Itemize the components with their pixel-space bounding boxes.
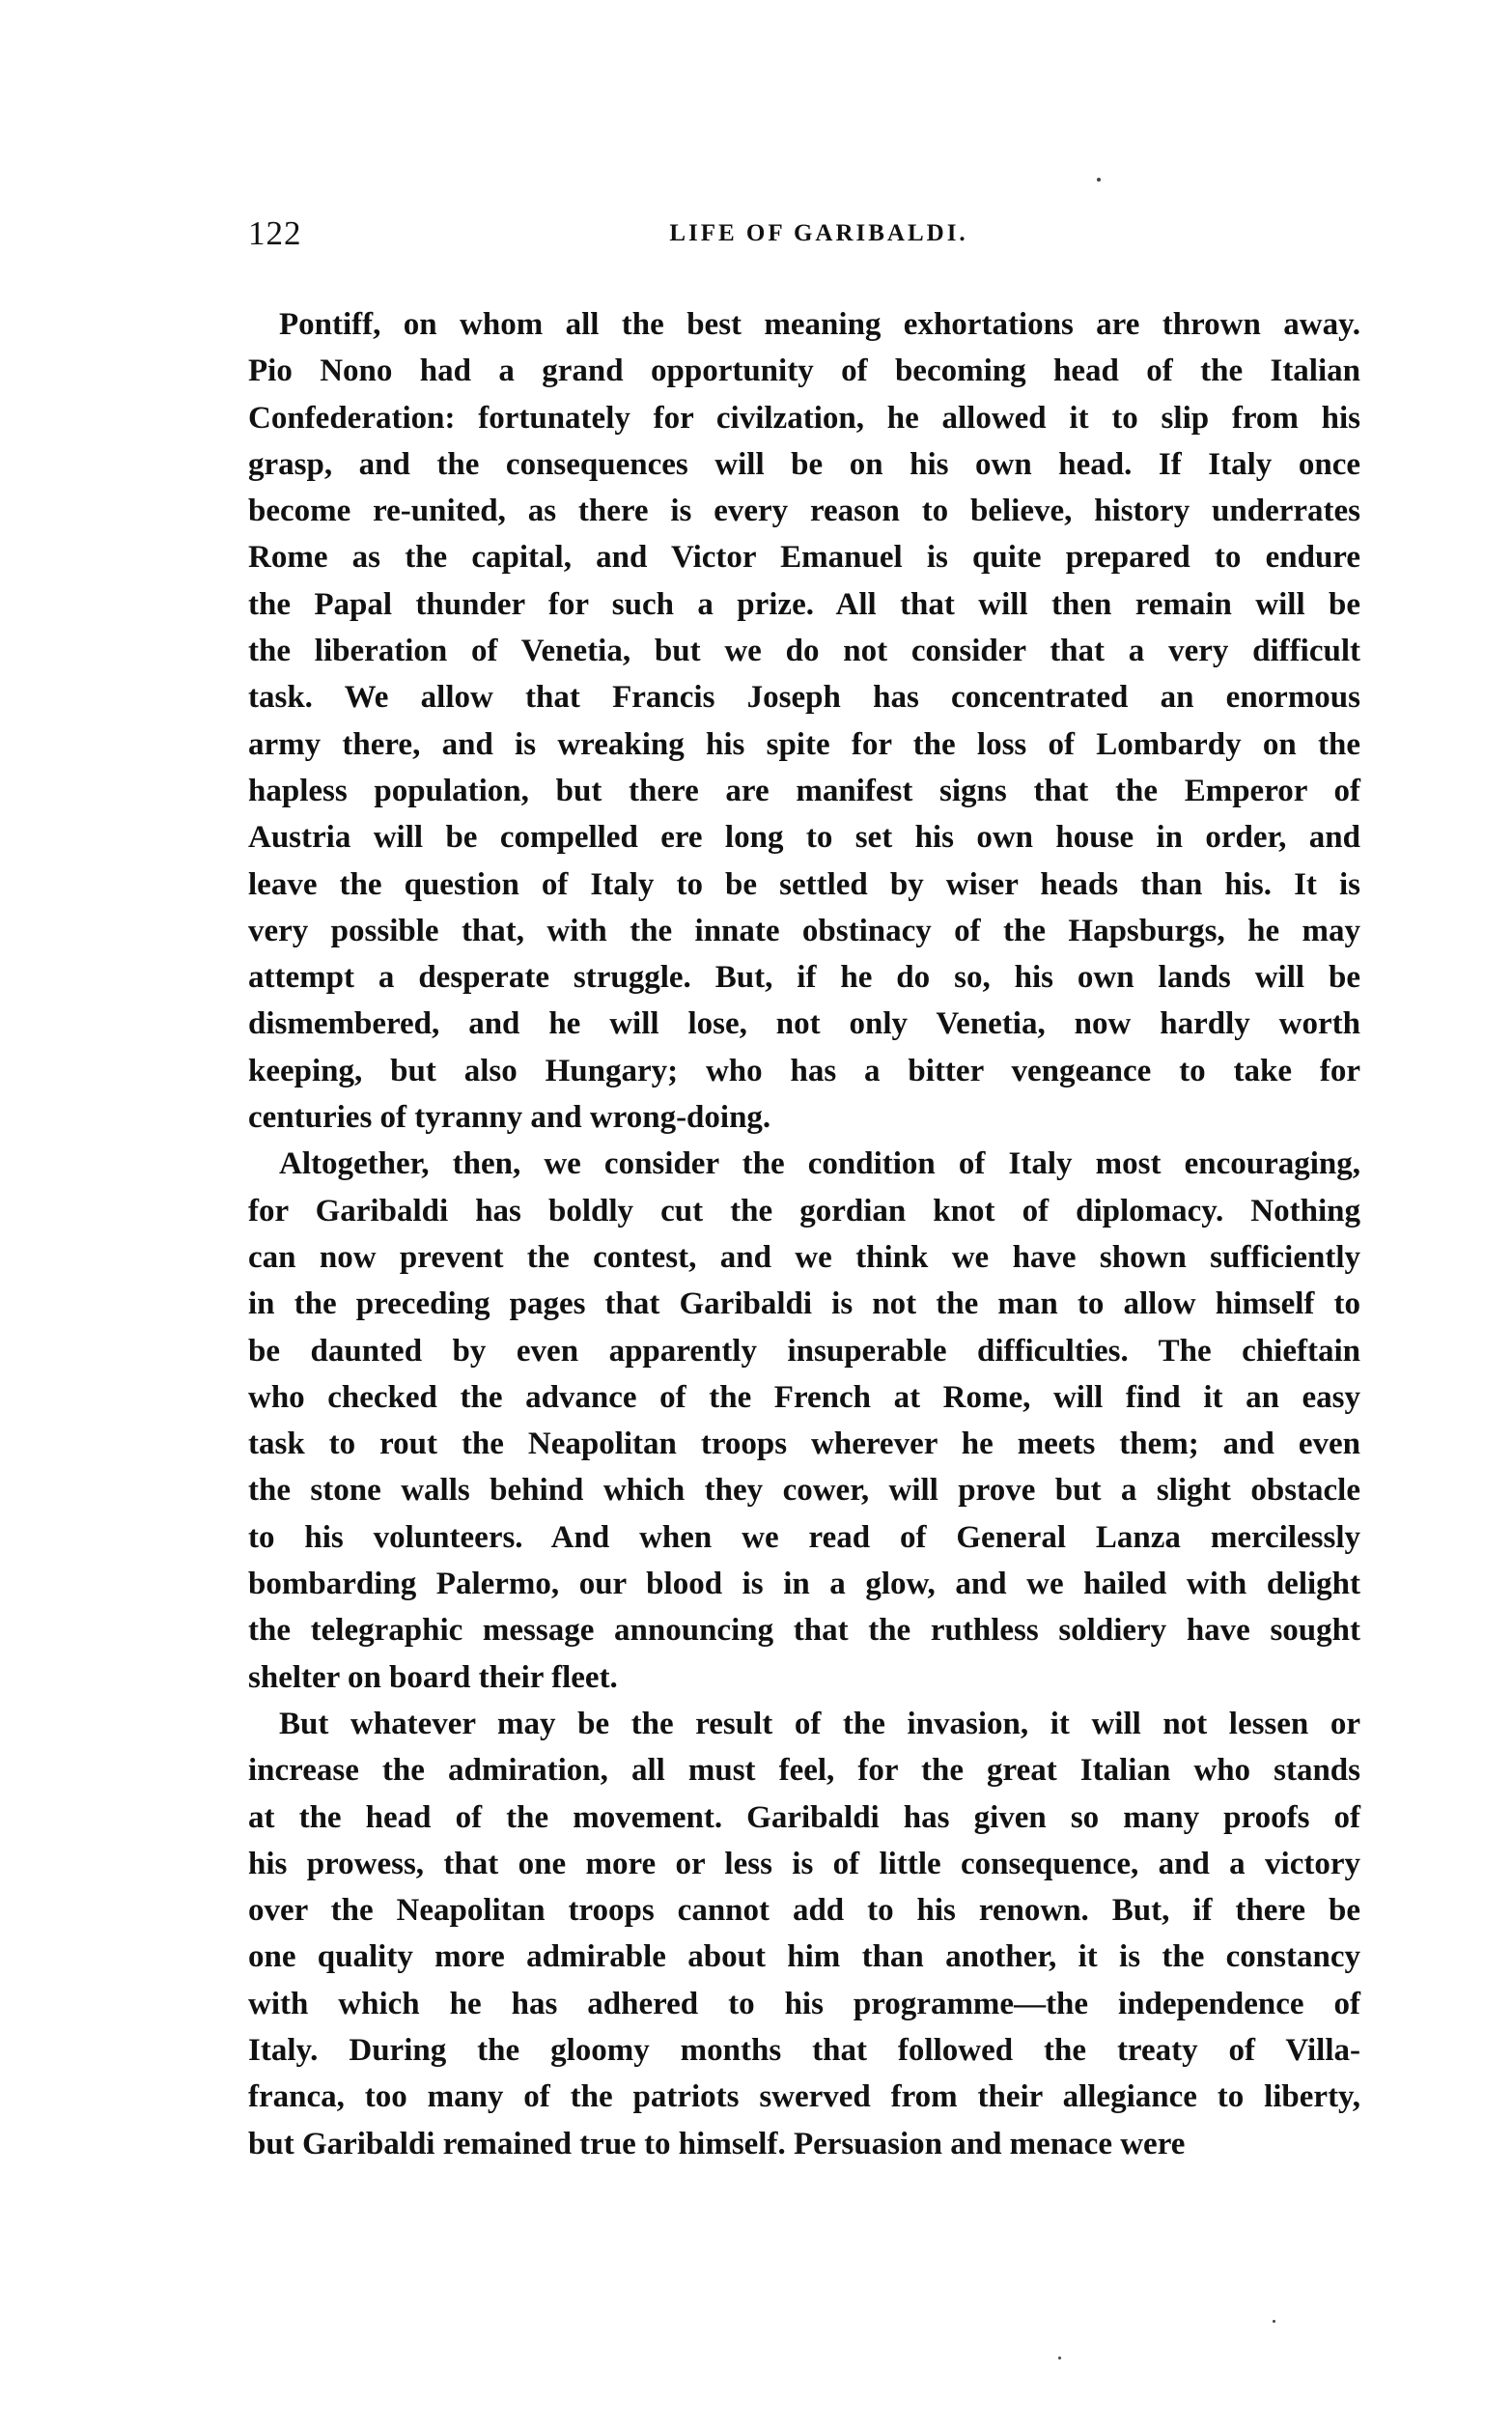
paragraph [248, 1701, 1360, 2167]
body-text [248, 301, 1360, 2167]
text-line: Italy. During the gloomy months that followed the treaty of Villa- [248, 2032, 1360, 2068]
text-line: bombarding Palermo, our blood is in a glow, and we hailed with delight [248, 1567, 1360, 1602]
paragraph [248, 301, 1360, 1141]
running-title: LIFE OF GARIBALDI. [669, 220, 968, 246]
text-line: the telegraphic message announcing that the ruthless soldiery have sought [248, 1613, 1360, 1649]
text-line: grasp, and the consequences will be on his own head. If Italy once [248, 446, 1360, 482]
scan-speck [1058, 2357, 1061, 2359]
text-line: attempt a desperate struggle. But, if he do so, his own lands will be [248, 960, 1360, 996]
text-line: be daunted by even apparently insuperable difficulties. The chieftain [248, 1333, 1360, 1369]
text-line: who checked the advance of the French at Rome, will find it an easy [248, 1379, 1360, 1415]
text-line: but Garibaldi remained true to himself. Persuasion and menace were [248, 2126, 1186, 2161]
text-line: hapless population, but there are manifest signs that the Emperor of [248, 773, 1360, 808]
text-line: dismembered, and he will lose, not only Venetia, now hardly worth [248, 1006, 1360, 1042]
text-line: army there, and is wreaking his spite for the loss of Lombardy on the [248, 726, 1360, 762]
text-line: franca, too many of the patriots swerved from their allegiance to liberty, [248, 2079, 1360, 2115]
text-line: can now prevent the contest, and we think we have shown sufficiently [248, 1239, 1360, 1275]
text-line: Rome as the capital, and Victor Emanuel is quite prepared to endure [248, 540, 1360, 576]
text-line: his prowess, that one more or less is of little consequence, and a victory [248, 1846, 1360, 1881]
text-line: But whatever may be the result of the invasion, it will not lessen or [279, 1706, 1360, 1741]
text-line: with which he has adhered to his programme—the independence of [248, 1986, 1360, 2021]
text-line: leave the question of Italy to be settled by wiser heads than his. It is [248, 866, 1360, 902]
text-line: shelter on board their fleet. [248, 1659, 618, 1695]
text-line: Altogether, then, we consider the condition of Italy most encouraging, [279, 1146, 1360, 1182]
text-line: the stone walls behind which they cower, will prove but a slight obstacle [248, 1473, 1360, 1509]
text-line: over the Neapolitan troops cannot add to his renown. But, if there be [248, 1893, 1360, 1929]
text-line: Pontiff, on whom all the best meaning exhortations are thrown away. [279, 307, 1360, 342]
text-line: at the head of the movement. Garibaldi has given so many proofs of [248, 1799, 1360, 1835]
text-line: task. We allow that Francis Joseph has concentrated an enormous [248, 680, 1360, 716]
text-line: Confederation: fortunately for civilzation, he allowed it to slip from his [248, 400, 1360, 436]
running-head [248, 214, 1360, 263]
text-line: Pio Nono had a grand opportunity of becoming head of the Italian [248, 353, 1360, 389]
text-line: very possible that, with the innate obstinacy of the Hapsburgs, he may [248, 913, 1360, 948]
text-line: to his volunteers. And when we read of General Lanza mercilessly [248, 1519, 1360, 1555]
text-line: task to rout the Neapolitan troops wherever he meets them; and even [248, 1426, 1360, 1462]
text-line: one quality more admirable about him than another, it is the constancy [248, 1939, 1360, 1975]
scan-speck [1097, 178, 1101, 182]
paragraph [248, 1141, 1360, 1701]
scan-speck [1273, 2320, 1275, 2323]
text-line: the Papal thunder for such a prize. All that will then remain will be [248, 586, 1360, 622]
text-line: for Garibaldi has boldly cut the gordian knot of diplomacy. Nothing [248, 1193, 1360, 1229]
page-number: 122 [248, 214, 302, 252]
text-line: keeping, but also Hungary; who has a bitter vengeance to take for [248, 1053, 1360, 1088]
text-line: increase the admiration, all must feel, for the great Italian who stands [248, 1753, 1360, 1789]
text-line: the liberation of Venetia, but we do not consider that a very difficult [248, 634, 1360, 669]
text-line: centuries of tyranny and wrong-doing. [248, 1100, 771, 1136]
text-line: in the preceding pages that Garibaldi is not the man to allow himself to [248, 1286, 1360, 1322]
text-line: become re-united, as there is every reason to believe, history underrates [248, 494, 1360, 529]
text-line: Austria will be compelled ere long to set his own house in order, and [248, 820, 1360, 856]
